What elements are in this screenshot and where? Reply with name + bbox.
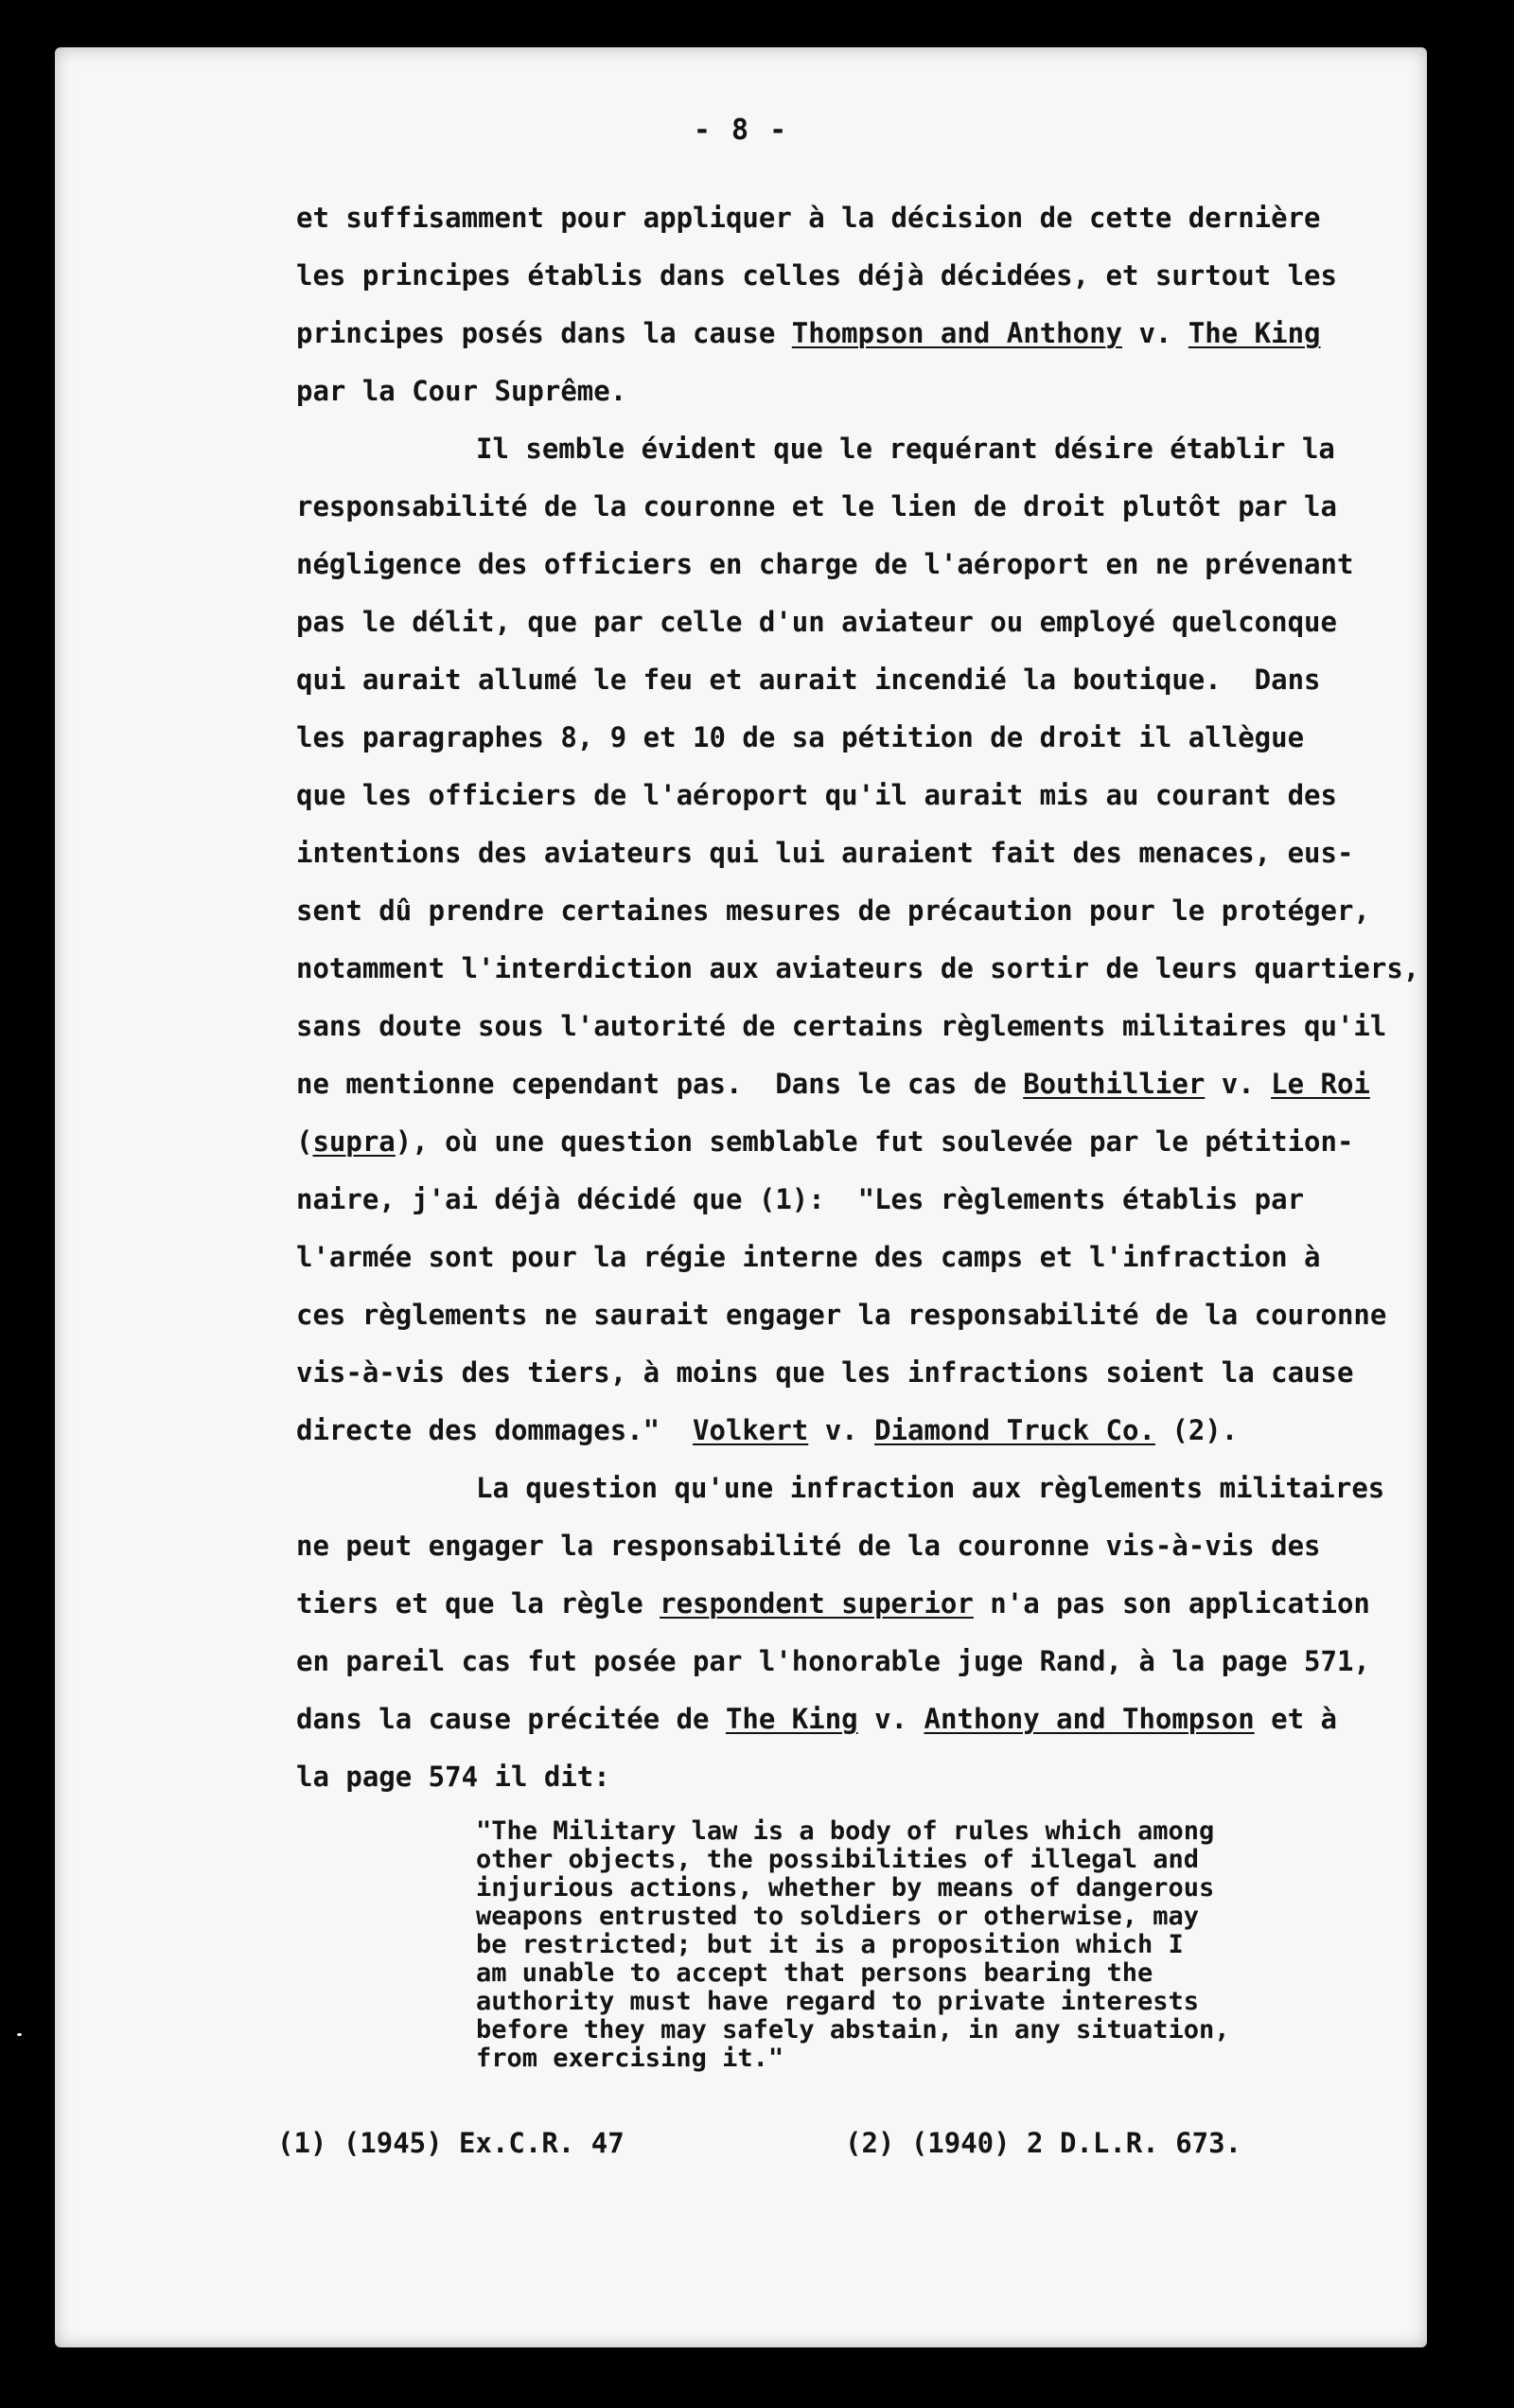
quote-line: "The Military law is a body of rules which among: [476, 1816, 1215, 1846]
quote-line: authority must have regard to private interests: [476, 1987, 1200, 2016]
text-line: en pareil cas fut posée par l'honorable juge Rand, à la page 571,: [296, 1645, 1370, 1677]
quote-line: injurious actions, whether by means of dangerous: [476, 1873, 1215, 1903]
text-line: vis-à-vis des tiers, à moins que les infractions soient la cause: [296, 1356, 1354, 1389]
text-line: l'armée sont pour la régie interne des camps et l'infraction à: [296, 1241, 1321, 1273]
text-line: qui aurait allumé le feu et aurait incendié la boutique. Dans: [296, 664, 1321, 696]
case-name: Diamond Truck Co.: [874, 1414, 1155, 1446]
text-line: responsabilité de la couronne et le lien de droit plutôt par la: [296, 490, 1337, 522]
text-span: v.: [808, 1414, 875, 1446]
text-span: dans la cause précitée de: [296, 1703, 726, 1735]
quote-line: from exercising it.": [476, 2044, 784, 2073]
case-name: The King: [1188, 317, 1321, 349]
quote-line: weapons entrusted to soldiers or otherwise, may: [476, 1902, 1200, 1931]
text-line: La question qu'une infraction aux règlements militaires: [476, 1472, 1385, 1504]
text-line: négligence des officiers en charge de l'aéroport en ne prévenant: [296, 548, 1354, 580]
case-name: Bouthillier: [1023, 1068, 1206, 1100]
text-line: notamment l'interdiction aux aviateurs de sortir de leurs quartiers,: [296, 952, 1420, 984]
text-line: intentions des aviateurs qui lui auraient fait des menaces, eus-: [296, 837, 1354, 869]
page-number: - 8 -: [693, 114, 789, 147]
text-line: sans doute sous l'autorité de certains règlements militaires qu'il: [296, 1010, 1387, 1042]
quote-line: other objects, the possibilities of illegal and: [476, 1845, 1200, 1874]
case-name: Thompson and Anthony: [791, 317, 1122, 349]
quote-line: before they may safely abstain, in any situation,: [476, 2015, 1230, 2045]
document-body: [296, 189, 1422, 1806]
text-span: directe des dommages.": [296, 1414, 694, 1446]
text-line: les paragraphes 8, 9 et 10 de sa pétition de droit il allègue: [296, 721, 1305, 753]
text-span: ne mentionne cependant pas. Dans le cas de: [296, 1068, 1024, 1100]
text-line: pas le délit, que par celle d'un aviateur ou employé quelconque: [296, 606, 1337, 638]
text-span: (: [296, 1125, 313, 1158]
document-page: [55, 47, 1427, 2347]
text-line: naire, j'ai déjà décidé que (1): "Les règlements établis par: [296, 1183, 1305, 1215]
text-span: n'a pas son application: [973, 1587, 1370, 1620]
doctrine-term: respondent superior: [660, 1587, 974, 1620]
text-line: [296, 1691, 1422, 1748]
text-line: [296, 1575, 1422, 1633]
text-line: sent dû prendre certaines mesures de précaution pour le protéger,: [296, 894, 1370, 927]
text-line: ces règlements ne saurait engager la responsabilité de la couronne: [296, 1299, 1387, 1331]
text-line: [296, 1402, 1422, 1460]
case-name: Volkert: [693, 1414, 809, 1446]
footnote-2: (2) (1940) 2 D.L.R. 673.: [845, 2127, 1242, 2159]
text-span: v.: [1205, 1068, 1272, 1100]
text-line: ne peut engager la responsabilité de la couronne vis-à-vis des: [296, 1530, 1321, 1562]
footnote-1: (1) (1945) Ex.C.R. 47: [277, 2127, 625, 2159]
block-quote: [476, 1817, 1403, 2073]
text-span: principes posés dans la cause: [296, 317, 792, 349]
text-line: Il semble évident que le requérant désire établir la: [476, 433, 1335, 465]
text-line: [296, 305, 1422, 363]
text-span: (2).: [1154, 1414, 1239, 1446]
case-name: Le Roi: [1271, 1068, 1370, 1100]
text-line: [296, 1055, 1422, 1113]
text-span: v.: [857, 1703, 924, 1735]
text-span: tiers et que la règle: [296, 1587, 660, 1620]
text-span: v.: [1122, 317, 1188, 349]
text-line: par la Cour Suprême.: [296, 375, 627, 407]
text-line: les principes établis dans celles déjà décidées, et surtout les: [296, 259, 1337, 292]
quote-line: be restricted; but it is a proposition which I: [476, 1930, 1184, 1959]
case-name: The King: [725, 1703, 858, 1735]
text-span: ), où une question semblable fut soulevée par le pétition-: [395, 1125, 1354, 1158]
text-span: et à: [1254, 1703, 1337, 1735]
case-name: Anthony and Thompson: [924, 1703, 1255, 1735]
text-line: [296, 1113, 1422, 1171]
text-line: la page 574 il dit:: [296, 1761, 610, 1793]
text-line: et suffisamment pour appliquer à la décision de cette dernière: [296, 202, 1321, 234]
supra-reference: supra: [312, 1125, 396, 1158]
quote-line: am unable to accept that persons bearing the: [476, 1958, 1153, 1988]
text-line: que les officiers de l'aéroport qu'il aurait mis au courant des: [296, 779, 1337, 811]
